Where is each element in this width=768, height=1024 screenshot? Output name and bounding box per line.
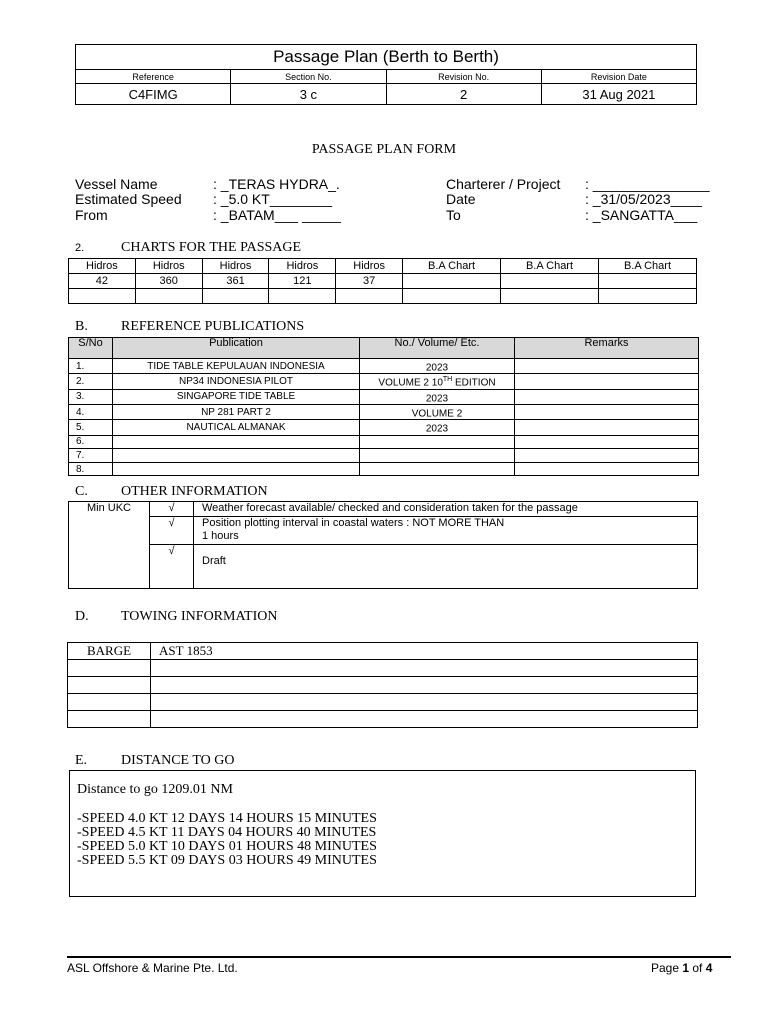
publication-volume-cell: [360, 449, 515, 463]
publication-remarks-cell: [515, 420, 699, 435]
chart-empty-cell: [598, 289, 696, 304]
publication-header: Publication: [113, 338, 360, 359]
sno-header: S/No: [69, 338, 113, 359]
publication-volume-cell: [360, 374, 515, 389]
charts-header-row: [69, 259, 697, 274]
volume-text: 2023: [425, 362, 449, 374]
barge-label: BARGE: [68, 643, 151, 660]
publication-volume-cell: [360, 359, 515, 374]
publication-remarks-cell: [515, 389, 699, 404]
chart-header-cell: B.A Chart: [598, 259, 696, 274]
publication-name-cell: SINGAPORE TIDE TABLE: [113, 389, 360, 404]
chart-header-cell: Hidros: [269, 259, 336, 274]
speed-line: -SPEED 5.0 KT 10 DAYS 01 HOURS 48 MINUTES: [77, 839, 377, 854]
section-no-label: Section No.: [231, 70, 386, 84]
revision-no-value: 2: [386, 84, 541, 105]
publication-volume-cell: [360, 404, 515, 419]
towing-empty-cell: [68, 660, 151, 677]
weather-forecast-note: Weather forecast available/ checked and consideration taken for the passage: [194, 502, 698, 517]
publication-row: [69, 389, 699, 404]
publication-row: [69, 462, 699, 476]
publication-name-cell: TIDE TABLE KEPULAUAN INDONESIA: [113, 359, 360, 374]
estimated-speed-value: : _5.0 KT________: [213, 191, 333, 207]
volume-text: VOLUME 2: [411, 408, 463, 420]
publication-volume-cell: [360, 435, 515, 449]
publication-row: [69, 404, 699, 419]
towing-empty-cell: [68, 694, 151, 711]
volume-superscript: TH: [442, 376, 453, 384]
check-mark: √: [150, 545, 194, 589]
volume-text: 2023: [425, 392, 449, 404]
chart-number-cell: 37: [336, 274, 403, 289]
towing-empty-cell: [151, 677, 698, 694]
publication-row: [69, 449, 699, 463]
publication-name-cell: [113, 449, 360, 463]
publication-row: [69, 420, 699, 435]
date-value: : _31/05/2023____: [585, 191, 702, 207]
chart-empty-cell: [202, 289, 269, 304]
charts-row: [69, 274, 697, 289]
towing-empty-cell: [151, 694, 698, 711]
chart-number-cell: 121: [269, 274, 336, 289]
vessel-name-value: : _TERAS HYDRA_.: [213, 176, 340, 192]
volume-suffix: EDITION: [452, 377, 496, 389]
from-value: : _BATAM___ _____: [213, 207, 341, 223]
volume-text: 2023: [425, 423, 449, 435]
publication-sno-cell: 4.: [69, 404, 113, 419]
publication-sno-cell: 5.: [69, 420, 113, 435]
publication-remarks-cell: [515, 449, 699, 463]
reference-label: Reference: [76, 70, 231, 84]
footer-page-indicator: [651, 961, 712, 975]
chart-empty-cell: [403, 289, 501, 304]
chart-header-cell: Hidros: [336, 259, 403, 274]
to-label: To: [446, 207, 461, 223]
chart-empty-cell: [135, 289, 202, 304]
chart-header-cell: Hidros: [69, 259, 136, 274]
publication-remarks-cell: [515, 462, 699, 476]
revision-date-label: Revision Date: [541, 70, 696, 84]
publications-table: [68, 337, 699, 476]
chart-header-cell: Hidros: [202, 259, 269, 274]
publication-sno-cell: 7.: [69, 449, 113, 463]
distance-box: [69, 770, 696, 897]
chart-number-cell: [598, 274, 696, 289]
charterer-value: : _______________: [585, 176, 710, 192]
check-mark: √: [150, 517, 194, 545]
check-mark: √: [150, 502, 194, 517]
plotting-interval-hours: 1 hours: [202, 530, 239, 543]
towing-empty-cell: [151, 711, 698, 728]
chart-number-cell: 361: [202, 274, 269, 289]
publication-row: [69, 359, 699, 374]
page-number: 1: [682, 961, 690, 975]
distance-section-title: DISTANCE TO GO: [121, 753, 235, 768]
chart-empty-cell: [336, 289, 403, 304]
publications-section-number: B.: [75, 319, 88, 334]
towing-empty-cell: [68, 677, 151, 694]
publication-sno-cell: 8.: [69, 462, 113, 476]
page-word: Page: [651, 961, 683, 975]
chart-empty-cell: [269, 289, 336, 304]
other-info-section-title: OTHER INFORMATION: [121, 484, 268, 499]
document-header-table: [75, 44, 697, 105]
towing-section-title: TOWING INFORMATION: [121, 609, 278, 624]
chart-number-cell: [403, 274, 501, 289]
chart-empty-cell: [501, 289, 599, 304]
charts-section-number: 2.: [75, 242, 85, 254]
volume-header: No./ Volume/ Etc.: [360, 338, 515, 359]
chart-number-cell: 42: [69, 274, 136, 289]
publication-remarks-cell: [515, 359, 699, 374]
plotting-interval-note: [194, 517, 698, 545]
speed-line: -SPEED 5.5 KT 09 DAYS 03 HOURS 49 MINUTES: [77, 853, 377, 868]
chart-header-cell: B.A Chart: [403, 259, 501, 274]
towing-empty-cell: [68, 711, 151, 728]
publication-name-cell: [113, 462, 360, 476]
publication-remarks-cell: [515, 435, 699, 449]
speed-line: -SPEED 4.5 KT 11 DAYS 04 HOURS 40 MINUTES: [77, 825, 377, 840]
publication-volume-cell: [360, 420, 515, 435]
towing-empty-cell: [151, 660, 698, 677]
revision-no-label: Revision No.: [386, 70, 541, 84]
other-info-table: [68, 501, 698, 589]
draft-note: Draft: [194, 545, 698, 589]
page-of: of: [689, 961, 706, 975]
vessel-name-label: Vessel Name: [75, 176, 158, 192]
min-ukc-label: Min UKC: [69, 502, 150, 589]
charterer-label: Charterer / Project: [446, 176, 561, 192]
revision-date-value: 31 Aug 2021: [541, 84, 696, 105]
remarks-header: Remarks: [515, 338, 699, 359]
publication-volume-cell: [360, 389, 515, 404]
towing-table: [67, 642, 698, 728]
publication-row: [69, 435, 699, 449]
reference-value: C4FIMG: [76, 84, 231, 105]
footer-company: ASL Offshore & Marine Pte. Ltd.: [67, 961, 238, 975]
document-title: Passage Plan (Berth to Berth): [76, 45, 697, 70]
charts-table: [68, 258, 697, 304]
chart-header-cell: Hidros: [135, 259, 202, 274]
date-label: Date: [446, 191, 476, 207]
page-total: 4: [705, 961, 713, 975]
chart-number-cell: [501, 274, 599, 289]
section-no-value: 3 c: [231, 84, 386, 105]
speed-line: -SPEED 4.0 KT 12 DAYS 14 HOURS 15 MINUTES: [77, 811, 377, 826]
chart-number-cell: 360: [135, 274, 202, 289]
barge-value: AST 1853: [151, 643, 698, 660]
chart-empty-cell: [69, 289, 136, 304]
publication-name-cell: NAUTICAL ALMANAK: [113, 420, 360, 435]
form-title: PASSAGE PLAN FORM: [311, 142, 457, 157]
distance-section-number: E.: [75, 753, 88, 768]
publication-sno-cell: 6.: [69, 435, 113, 449]
publication-sno-cell: 3.: [69, 389, 113, 404]
publication-row: [69, 374, 699, 389]
volume-text: VOLUME 2 10: [378, 377, 443, 389]
publications-section-title: REFERENCE PUBLICATIONS: [121, 319, 305, 334]
publication-remarks-cell: [515, 404, 699, 419]
towing-section-number: D.: [75, 609, 89, 624]
publications-header-row: [69, 338, 699, 359]
charts-section-title: CHARTS FOR THE PASSAGE: [121, 240, 302, 255]
publication-sno-cell: 1.: [69, 359, 113, 374]
to-value: : _SANGATTA___: [585, 207, 698, 223]
publication-sno-cell: 2.: [69, 374, 113, 389]
publication-name-cell: NP34 INDONESIA PILOT: [113, 374, 360, 389]
chart-header-cell: B.A Chart: [501, 259, 599, 274]
other-info-section-number: C.: [75, 484, 88, 499]
publication-volume-cell: [360, 462, 515, 476]
publication-remarks-cell: [515, 374, 699, 389]
publication-name-cell: NP 281 PART 2: [113, 404, 360, 419]
from-label: From: [75, 207, 108, 223]
footer-rule: [67, 956, 731, 958]
charts-empty-row: [69, 289, 697, 304]
publication-name-cell: [113, 435, 360, 449]
plotting-interval-text: Position plotting interval in coastal waters : NOT MORE THAN: [202, 517, 505, 530]
distance-summary: Distance to go 1209.01 NM: [77, 782, 233, 797]
estimated-speed-label: Estimated Speed: [75, 191, 182, 207]
